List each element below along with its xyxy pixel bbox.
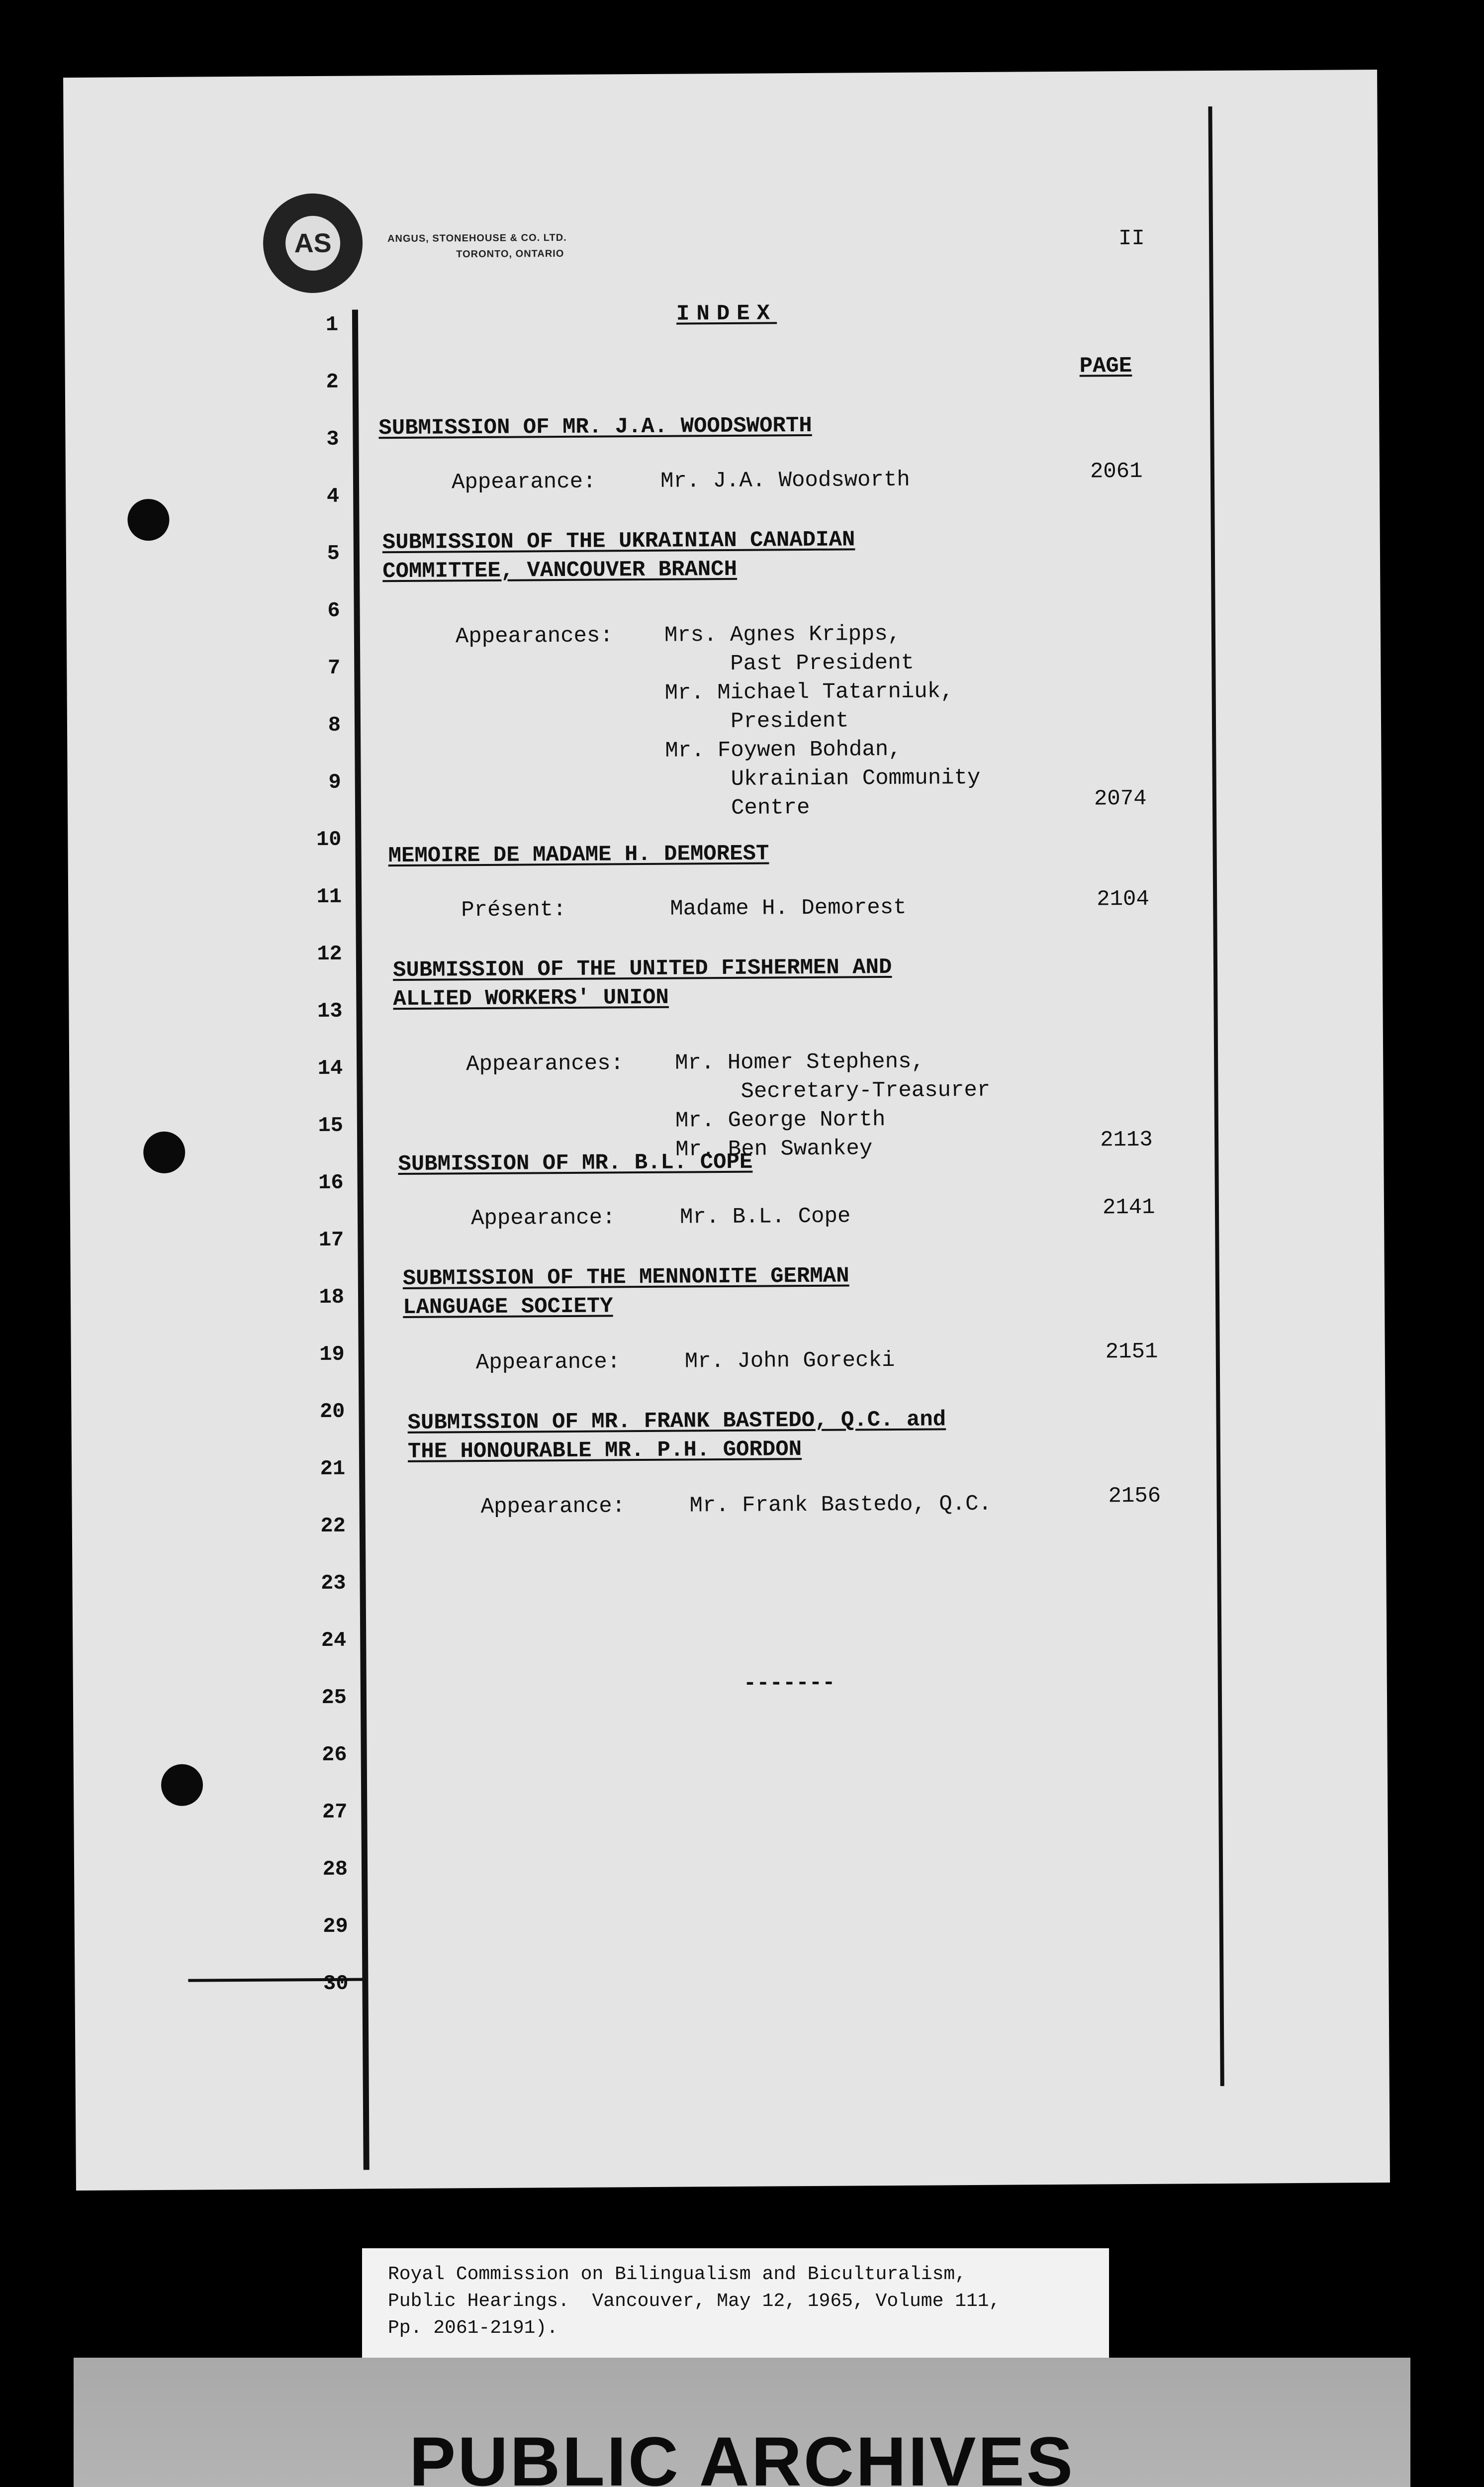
page-reference: 2061 bbox=[1090, 459, 1143, 484]
appearance-name: Mr. B.L. Cope bbox=[679, 1204, 851, 1230]
appearance-label: Appearance: bbox=[480, 1494, 626, 1520]
appearance-name: Madame H. Demorest bbox=[670, 895, 907, 922]
line-number: 28 bbox=[322, 1857, 348, 1881]
line-number: 30 bbox=[323, 1971, 349, 1996]
line-number: 17 bbox=[318, 1228, 344, 1252]
transcript-page bbox=[63, 70, 1390, 2191]
appearance-name: Mr. Michael Tatarniuk, bbox=[664, 679, 954, 706]
line-number: 22 bbox=[320, 1514, 346, 1538]
line-number: 1 bbox=[325, 312, 339, 337]
line-number: 23 bbox=[320, 1571, 346, 1596]
appearance-name: Mr. Ben Swankey bbox=[675, 1136, 873, 1162]
line-number: 12 bbox=[317, 942, 342, 966]
page-reference: 2156 bbox=[1108, 1483, 1161, 1509]
caption-line: Royal Commission on Bilingualism and Biculturalism, bbox=[388, 2264, 966, 2285]
submission-heading: SUBMISSION OF THE UNITED FISHERMEN AND bbox=[392, 955, 892, 983]
submission-heading: SUBMISSION OF MR. J.A. WOODSWORTH bbox=[378, 413, 812, 441]
line-number: 13 bbox=[317, 999, 343, 1024]
appearance-name: Mrs. Agnes Kripps, bbox=[664, 621, 901, 648]
line-number: 29 bbox=[323, 1914, 348, 1938]
appearance-name: Ukrainian Community bbox=[665, 765, 981, 792]
punch-hole bbox=[161, 1764, 203, 1806]
line-number: 18 bbox=[319, 1285, 345, 1310]
submission-heading: ALLIED WORKERS' UNION bbox=[393, 985, 669, 1012]
line-number: 9 bbox=[328, 770, 341, 794]
page-reference: 2074 bbox=[1094, 786, 1147, 812]
appearance-label: Appearance: bbox=[470, 1205, 616, 1232]
line-number: 21 bbox=[320, 1456, 346, 1481]
appearance-label: Appearance: bbox=[451, 469, 596, 495]
line-number: 15 bbox=[318, 1113, 344, 1138]
page-reference: 2104 bbox=[1097, 886, 1149, 912]
appearance-label: Appearance: bbox=[475, 1349, 621, 1376]
submission-heading: SUBMISSION OF MR. FRANK BASTEDO, Q.C. and bbox=[407, 1407, 946, 1435]
appearance-name: Mr. Homer Stephens, bbox=[675, 1049, 925, 1076]
appearance-name: Mr. John Gorecki bbox=[684, 1347, 895, 1374]
seal-logo: AS bbox=[263, 193, 363, 293]
right-margin-rule bbox=[1208, 106, 1224, 2086]
page-number: II bbox=[1118, 226, 1145, 252]
submission-heading: THE HONOURABLE MR. P.H. GORDON bbox=[407, 1437, 802, 1464]
line-number: 19 bbox=[319, 1342, 345, 1367]
appearance-label: Appearances: bbox=[466, 1051, 624, 1077]
archives-english: PUBLIC ARCHIVES bbox=[409, 2422, 1075, 2487]
line-number: 7 bbox=[327, 656, 341, 680]
line-number: 27 bbox=[322, 1800, 348, 1824]
line-number: 8 bbox=[328, 713, 341, 737]
submission-heading: SUBMISSION OF MR. B.L. COPE bbox=[398, 1149, 753, 1177]
appearance-label: Appearances: bbox=[455, 623, 613, 650]
appearance-name: President bbox=[664, 708, 849, 735]
appearance-name: Centre bbox=[665, 795, 810, 821]
page-reference: 2141 bbox=[1102, 1195, 1155, 1221]
page-reference: 2151 bbox=[1105, 1339, 1158, 1365]
appearance-name: Mr. J.A. Woodsworth bbox=[660, 467, 910, 494]
end-separator: ------- bbox=[743, 1670, 835, 1696]
public-archives-label bbox=[74, 2358, 1410, 2487]
submission-heading: MEMOIRE DE MADAME H. DEMOREST bbox=[388, 841, 769, 869]
line-number: 20 bbox=[319, 1399, 345, 1424]
line-number: 26 bbox=[322, 1742, 347, 1767]
page-reference: 2113 bbox=[1100, 1127, 1153, 1153]
appearance-name: Mr. Foywen Bohdan, bbox=[665, 737, 902, 764]
caption-line: Public Hearings. Vancouver, May 12, 1965, Volume 111, bbox=[388, 2291, 1001, 2312]
submission-heading: LANGUAGE SOCIETY bbox=[403, 1294, 613, 1320]
punch-hole bbox=[143, 1132, 186, 1174]
firm-name: ANGUS, STONEHOUSE & CO. LTD. bbox=[387, 232, 567, 245]
line-number: 24 bbox=[321, 1628, 347, 1652]
firm-header bbox=[387, 230, 567, 263]
firm-city: TORONTO, ONTARIO bbox=[456, 248, 564, 260]
line-number: 2 bbox=[326, 370, 339, 394]
line-number: 25 bbox=[321, 1685, 347, 1710]
line-number: 11 bbox=[316, 884, 342, 909]
archive-caption bbox=[362, 2248, 1109, 2358]
line-number: 3 bbox=[326, 427, 339, 451]
line-number: 14 bbox=[317, 1056, 343, 1081]
line-number: 4 bbox=[326, 484, 340, 508]
punch-hole bbox=[127, 499, 170, 541]
caption-line: Pp. 2061-2191). bbox=[388, 2317, 558, 2339]
line-number: 6 bbox=[327, 598, 340, 623]
line-number: 10 bbox=[316, 827, 342, 852]
submission-heading: COMMITTEE, VANCOUVER BRANCH bbox=[382, 557, 738, 584]
appearance-name: Secretary-Treasurer bbox=[675, 1077, 991, 1105]
appearance-name: Mr. George North bbox=[675, 1107, 886, 1134]
submission-heading: SUBMISSION OF THE MENNONITE GERMAN bbox=[402, 1263, 849, 1291]
page-column-heading: PAGE bbox=[1079, 353, 1132, 379]
appearance-name: Mr. Frank Bastedo, Q.C. bbox=[689, 1491, 992, 1519]
line-number: 16 bbox=[318, 1170, 344, 1195]
appearance-name: Past President bbox=[664, 650, 915, 677]
left-margin-rule bbox=[352, 309, 370, 2170]
appearance-label: Présent: bbox=[461, 897, 566, 923]
index-title: INDEX bbox=[676, 301, 777, 327]
line-number: 5 bbox=[327, 541, 340, 566]
submission-heading: SUBMISSION OF THE UKRAINIAN CANADIAN bbox=[382, 527, 855, 556]
